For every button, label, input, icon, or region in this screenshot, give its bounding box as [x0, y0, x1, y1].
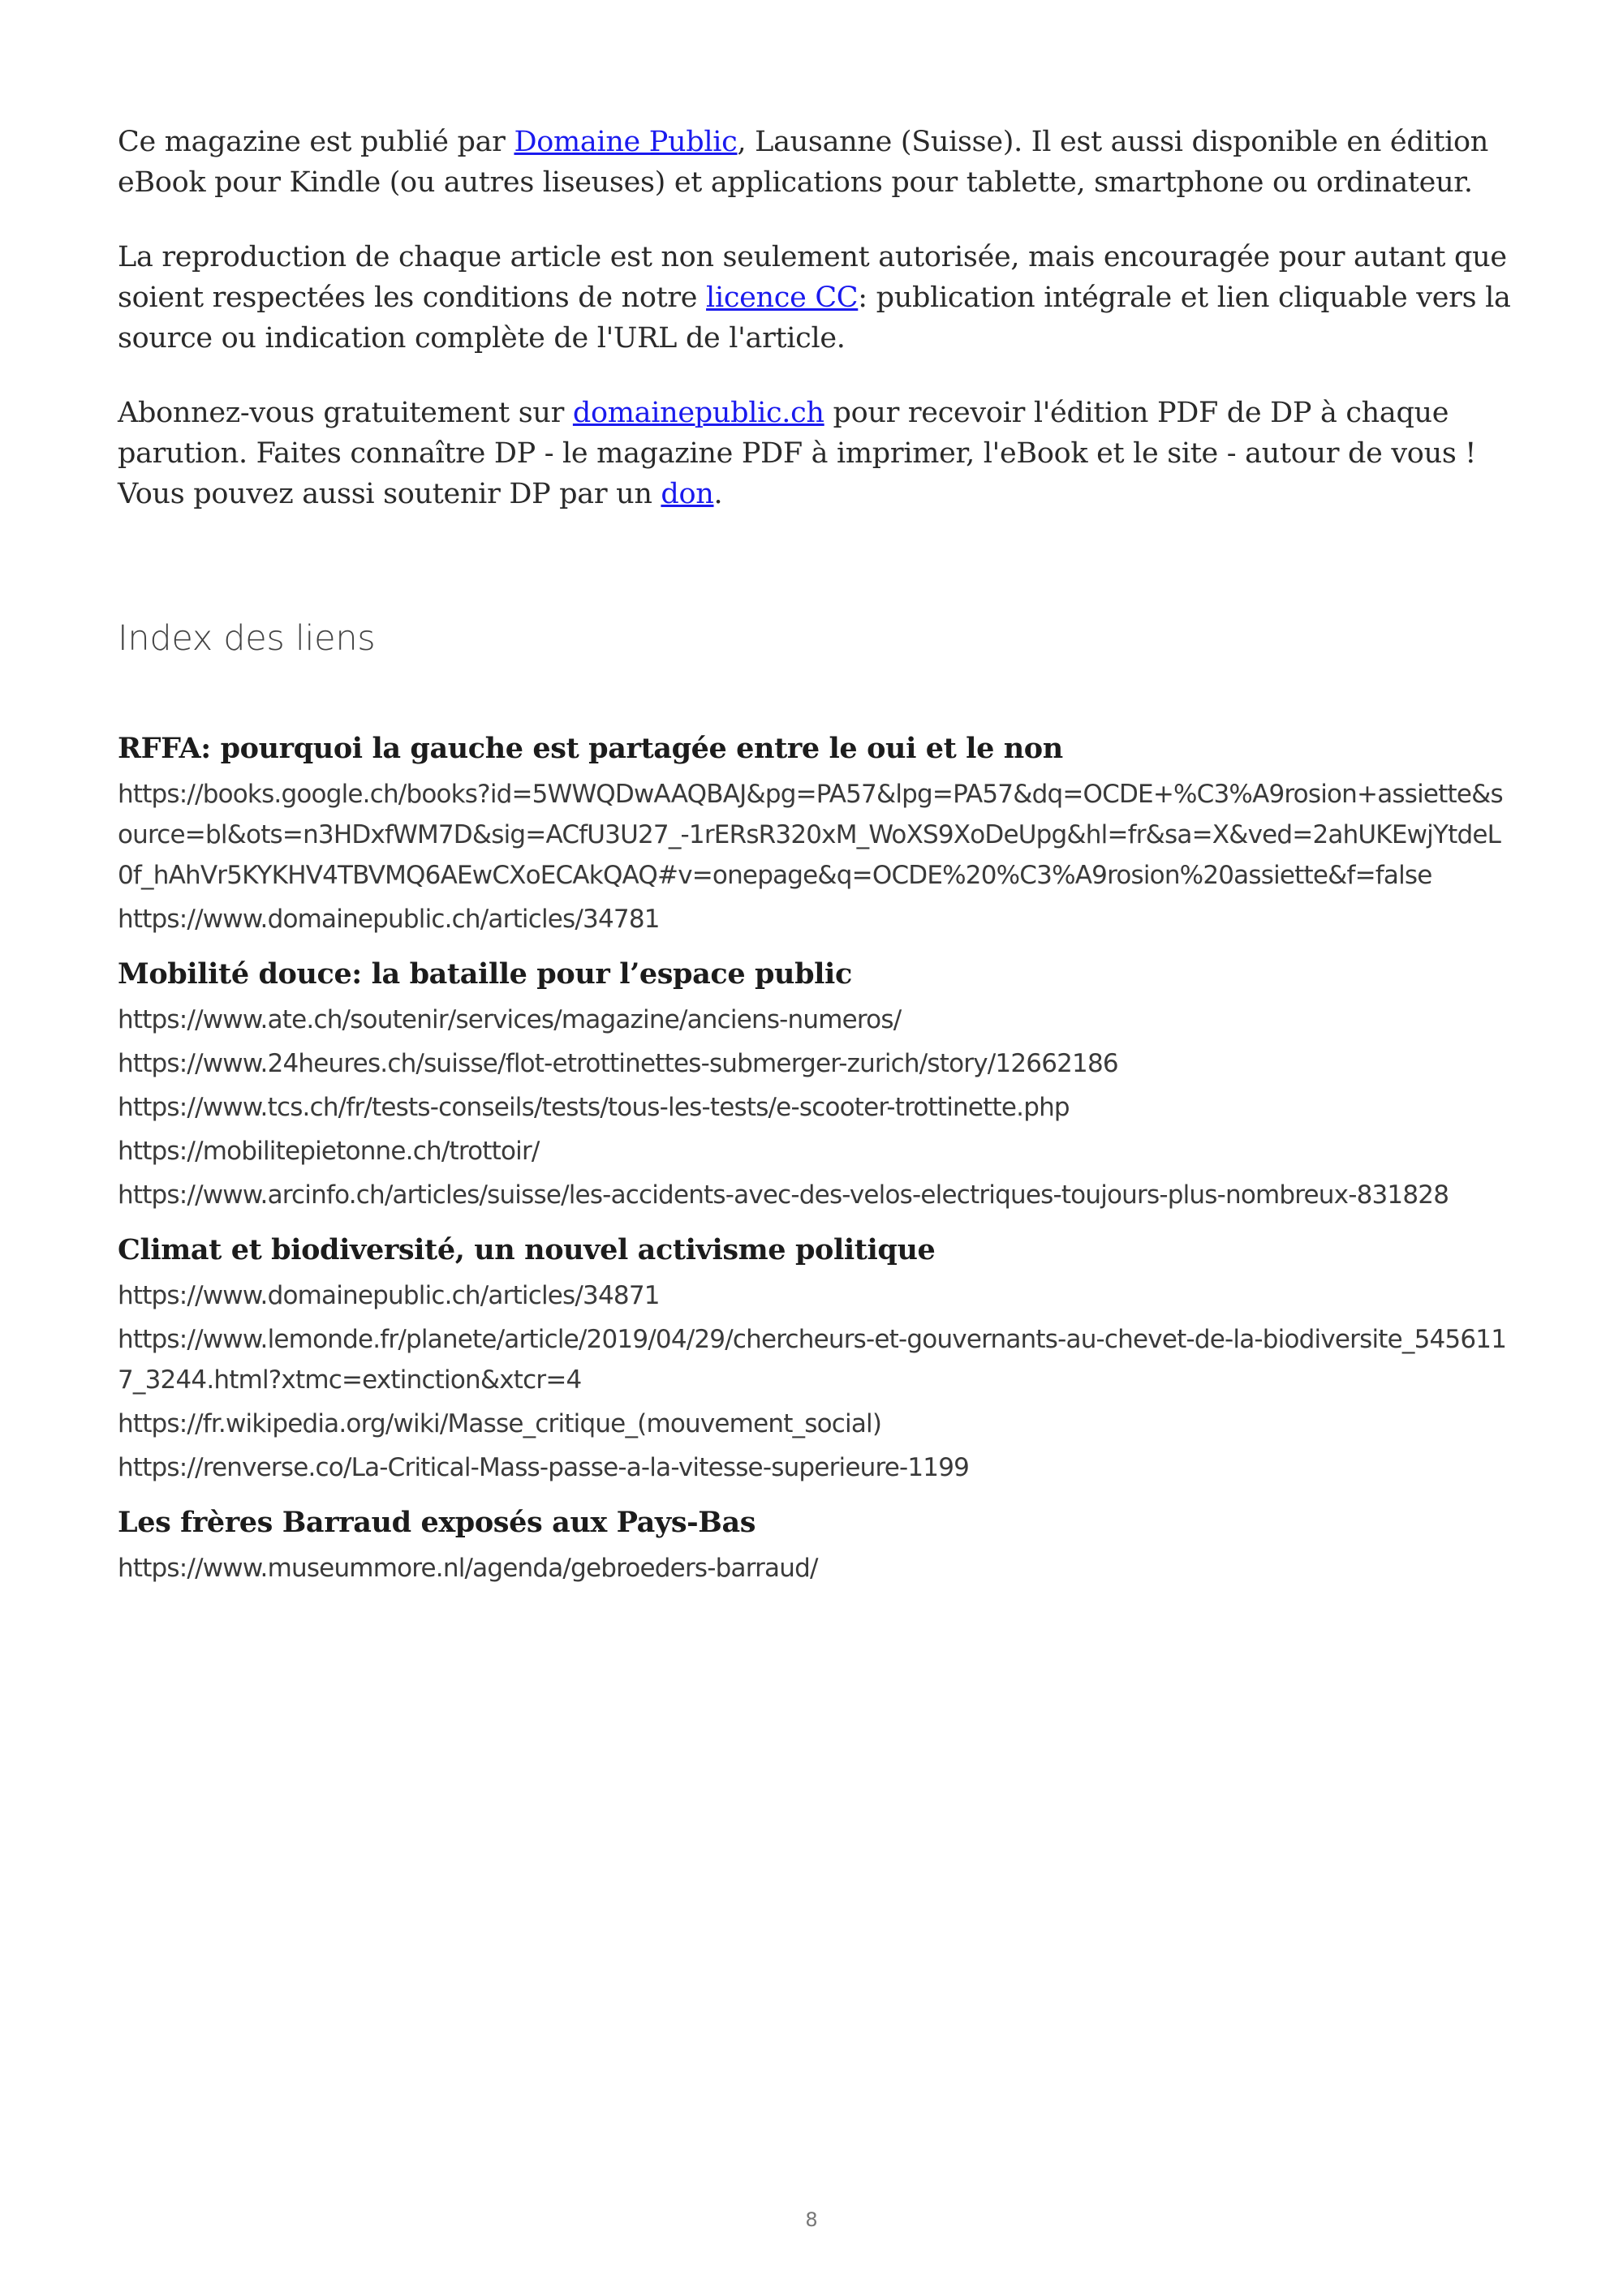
domaine-public-link[interactable]: Domaine Public — [514, 126, 738, 158]
document-page — [118, 122, 1513, 1603]
article-block — [118, 1230, 1513, 1488]
article-url[interactable]: https://www.24heures.ch/suisse/flot-etrottinettes-submerger-zurich/story/12662186 — [118, 1049, 1118, 1078]
article-url[interactable]: https://www.museummore.nl/agenda/gebroeders-barraud/ — [118, 1554, 818, 1583]
article-url[interactable]: https://www.ate.ch/soutenir/services/magazine/anciens-numeros/ — [118, 1005, 902, 1034]
article-links-list — [118, 729, 1513, 1589]
text: , Lausanne (Suisse). Il est aussi disponible en édition eBook pour Kindle (ou autres liseuses) et applications pour tablette, smartphone ou ordinateur. — [118, 126, 1488, 199]
text: Ce magazine est publié par — [118, 126, 514, 158]
article-block — [118, 954, 1513, 1215]
publisher-paragraph — [118, 122, 1513, 203]
domainepublic-link[interactable]: domainepublic.ch — [572, 397, 824, 429]
article-url[interactable]: https://www.arcinfo.ch/articles/suisse/les-accidents-avec-des-velos-electriques-toujours-plus-nombreux-831828 — [118, 1180, 1449, 1210]
article-block — [118, 729, 1513, 939]
article-title: Mobilité douce: la bataille pour l’espace public — [118, 957, 852, 991]
article-title: Climat et biodiversité, un nouvel activisme politique — [118, 1233, 936, 1266]
article-url[interactable]: https://fr.wikipedia.org/wiki/Masse_critique_(mouvement_social) — [118, 1409, 882, 1438]
article-title: RFFA: pourquoi la gauche est partagée entre le oui et le non — [118, 732, 1063, 765]
article-url[interactable]: https://www.domainepublic.ch/articles/34781 — [118, 905, 660, 934]
page-number: 8 — [805, 2208, 818, 2231]
article-url[interactable]: https://mobilitepietonne.ch/trottoir/ — [118, 1137, 540, 1166]
article-block — [118, 1503, 1513, 1589]
article-url[interactable]: https://www.tcs.ch/fr/tests-conseils/tests/tous-les-tests/e-scooter-trottinette.php — [118, 1093, 1070, 1122]
text: Abonnez-vous gratuitement sur — [118, 397, 573, 429]
article-title: Les frères Barraud exposés aux Pays-Bas — [118, 1506, 756, 1539]
don-link[interactable]: don — [661, 478, 714, 510]
text: La reproduction de chaque article est non seulement autorisée, mais encouragée pour autant que soient respectées les conditions de notre — [118, 241, 1507, 314]
text: : publication intégrale et lien cliquable vers la source ou indication complète de l'URL de l'article. — [118, 282, 1511, 355]
article-url[interactable]: https://books.google.ch/books?id=5WWQDwAAQBAJ&pg=PA57&lpg=PA57&dq=OCDE+%C3%A9rosion+assiette&source=bl&ots=n3HDxfWM7D&sig=ACfU3U27_-1rERsR320xM_WoXS9XoDeUpg&hl=fr&sa=X&ved=2ahUKEwjYtdeL0f_hAhVr5KYKHV4TBVMQ6AEwCXoECAkQAQ#v=onepage&q=OCDE%20%C3%A9rosion%20assiette&f=false — [118, 780, 1503, 890]
article-url[interactable]: https://renverse.co/La-Critical-Mass-passe-a-la-vitesse-superieure-1199 — [118, 1453, 970, 1482]
article-url[interactable]: https://www.domainepublic.ch/articles/34871 — [118, 1281, 660, 1310]
license-paragraph — [118, 237, 1513, 359]
text: . — [713, 478, 723, 510]
index-title: Index des liens — [118, 618, 376, 659]
article-url[interactable]: https://www.lemonde.fr/planete/article/2019/04/29/chercheurs-et-gouvernants-au-chevet-de-la-biodiversite_5456117_3244.html?xtmc=extinction&xtcr=4 — [118, 1325, 1507, 1395]
text: pour recevoir l'édition PDF de DP à chaque parution. Faites connaître DP - le magazine PDF à imprimer, l'eBook et le site - autour de vous ! Vous pouvez aussi soutenir DP par un — [118, 397, 1477, 510]
subscribe-paragraph — [118, 393, 1513, 514]
licence-cc-link[interactable]: licence CC — [706, 282, 859, 314]
